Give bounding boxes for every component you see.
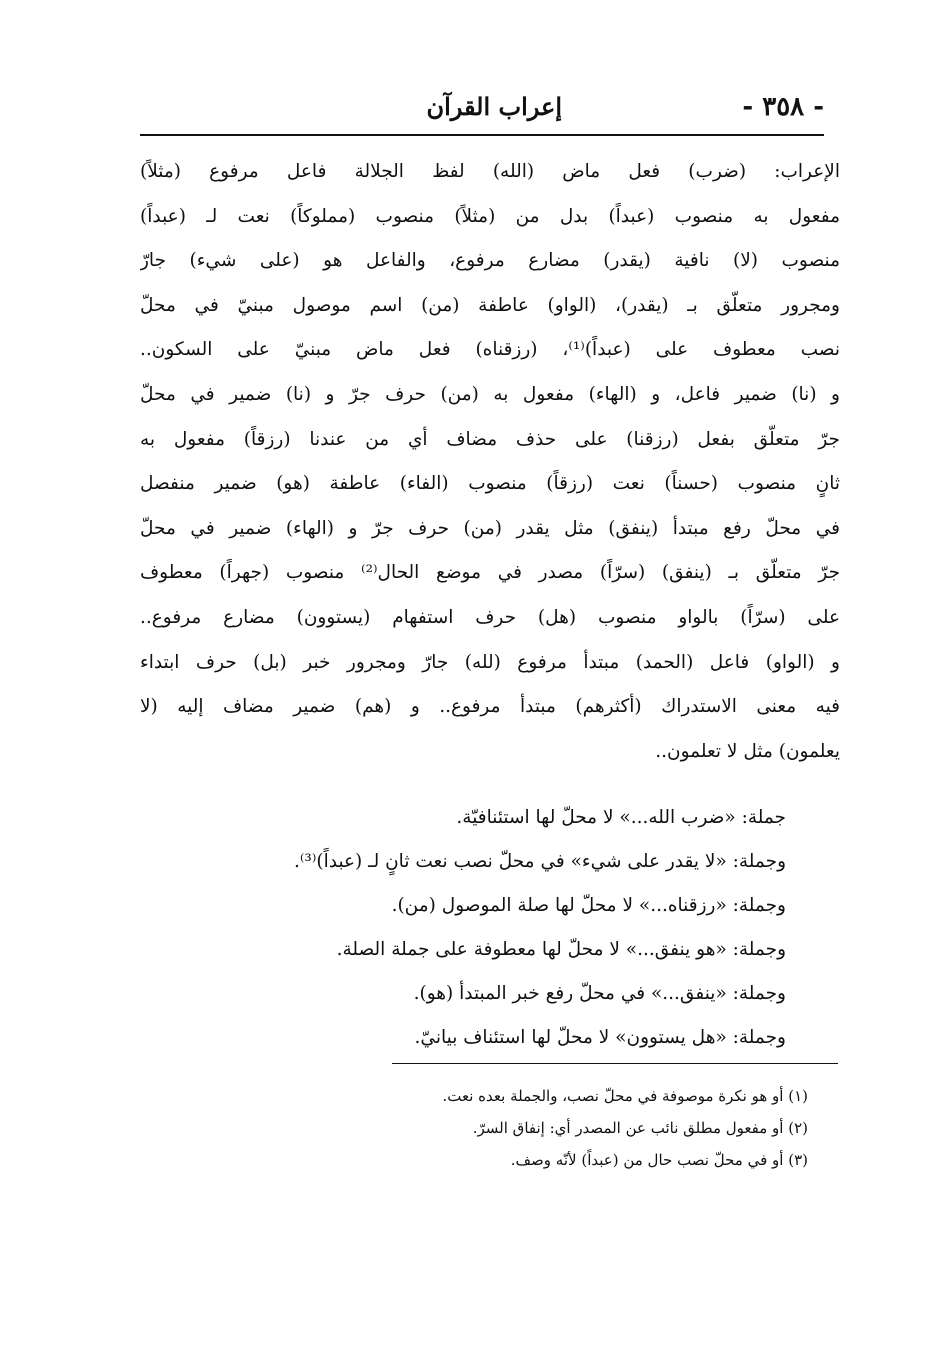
page-number: - ٣٥٨ - [742, 92, 824, 122]
paragraph-line: ومجرور متعلّق بـ (يقدر)، (الواو) عاطفة (من) اسم موصول مبنيّ في محلّ [140, 294, 840, 316]
paragraph-line: منصوب (لا) نافية (يقدر) مضارع مرفوع، والفاعل هو (على شيء) جارّ [140, 250, 840, 272]
footnote-item: (٢) أو مفعول مطلق نائب عن المصدر أي: إنفاق السرّ. [472, 1119, 808, 1137]
paragraph-line: يعلمون) مثل لا تعلمون.. [655, 740, 840, 762]
sentence-list [146, 796, 786, 1060]
paragraph-line: و (الواو) فاعل (الحمد) مبتدأ مرفوع (لله) جارّ ومجرور خبر (بل) حرف ابتداء [140, 651, 840, 673]
running-title: إعراب القرآن [426, 92, 562, 121]
page-header [140, 82, 824, 136]
paragraph-line: جرّ متعلّق بـ (ينفق) (سرّاً) مصدر في موضع الحال⁽²⁾ منصوب (جهراً) معطوف [140, 562, 840, 584]
parsing-paragraph [140, 150, 840, 774]
sentence-item: وجملة: «رزقناه...» لا محلّ لها صلة الموصول (من). [391, 895, 786, 916]
footnote-item: (٣) أو في محلّ نصب حال من (عبداً) لأنّه وصف. [510, 1151, 808, 1169]
paragraph-line: على (سرّاً) بالواو منصوب (هل) حرف استفهام (يستوون) مضارع مرفوع.. [140, 606, 840, 628]
paragraph-line: مفعول به منصوب (عبداً) بدل من (مثلاً) منصوب (مملوكاً) نعت لـ (عبداً) [140, 205, 840, 227]
sentence-item: وجملة: «هل يستوون» لا محلّ لها استئناف بيانيّ. [414, 1027, 786, 1048]
paragraph-line: الإعراب: (ضرب) فعل ماض (الله) لفظ الجلالة فاعل مرفوع (مثلاً) [140, 161, 840, 182]
footnotes [208, 1080, 808, 1176]
sentence-item: وجملة: «لا يقدر على شيء» في محلّ نصب نعت ثانٍ لـ (عبداً)⁽³⁾. [293, 851, 786, 872]
sentence-item: جملة: «ضرب الله...» لا محلّ لها استئنافيّة. [456, 807, 786, 828]
sentence-item: وجملة: «ينفق...» في محلّ رفع خبر المبتدأ (هو). [413, 983, 786, 1004]
paragraph-line: في محلّ رفع مبتدأ (ينفق) مثل يقدر (من) حرف جرّ و (الهاء) ضمير في محلّ [140, 517, 840, 539]
paragraph-line: جرّ متعلّق بفعل (رزقنا) على حذف مضاف أي من عندنا (رزقاً) مفعول به [140, 428, 840, 450]
paragraph-line: ثانٍ منصوب (حسناً) نعت (رزقاً) منصوب (الفاء) عاطفة (هو) ضمير منفصل [140, 473, 840, 495]
footnote-item: (١) أو هو نكرة موصوفة في محلّ نصب، والجملة بعده نعت. [442, 1087, 808, 1105]
paragraph-line: و (نا) ضمير فاعل، و (الهاء) مفعول به (من) حرف جرّ و (نا) ضمير في محلّ [140, 383, 840, 405]
paragraph-line: فيه معنى الاستدراك (أكثرهم) مبتدأ مرفوع.. و (هم) ضمير مضاف إليه (لا [140, 696, 840, 718]
sentence-item: وجملة: «هو ينفق...» لا محلّ لها معطوفة على جملة الصلة. [336, 939, 786, 960]
paragraph-line: نصب معطوف على (عبداً)⁽¹⁾، (رزقناه) فعل ماض مبنيّ على السكون.. [140, 339, 840, 361]
footnote-divider [392, 1063, 838, 1064]
